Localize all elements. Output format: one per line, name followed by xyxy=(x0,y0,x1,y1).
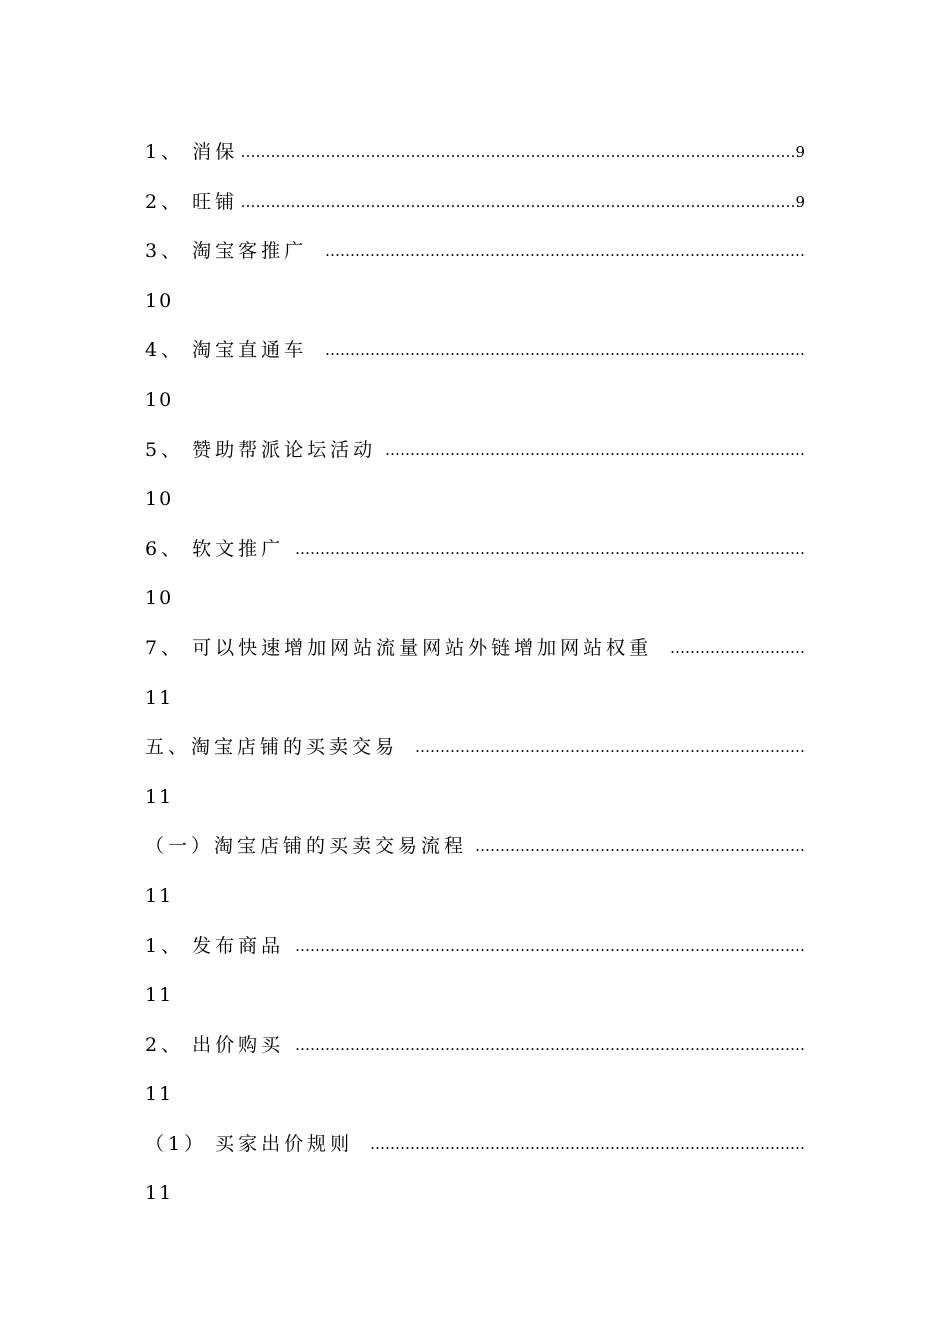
toc-leader-dots: …………………………………………………………………………………………………9 xyxy=(240,192,805,211)
toc-entry[interactable] xyxy=(145,832,805,882)
toc-leader-dots: ………………………………………………………… xyxy=(475,837,805,856)
toc-page-number-line xyxy=(145,485,805,535)
toc-entry-title: 赞助帮派论坛活动 xyxy=(192,438,377,461)
toc-page-number: 10 xyxy=(145,388,174,411)
toc-entry-title: 买家出价规则 xyxy=(215,1132,354,1155)
toc-entry-number: 7、 xyxy=(145,636,185,659)
toc-entry[interactable] xyxy=(145,733,805,783)
toc-entry[interactable] xyxy=(145,1130,805,1180)
toc-page-number-line xyxy=(145,684,805,734)
toc-page-number: 11 xyxy=(145,1182,174,1205)
toc-page-number: 11 xyxy=(145,984,174,1007)
toc-leader-dots: …………………………………………………………………………………… xyxy=(325,341,805,360)
toc-page-number: 10 xyxy=(145,587,174,610)
toc-page-number: 10 xyxy=(145,289,174,312)
toc-page-number-line xyxy=(145,981,805,1031)
toc-page-number: 11 xyxy=(145,1083,174,1106)
toc-leader-dots: ………………………………………………………………………………………… xyxy=(295,1035,805,1054)
toc-leader-dots: …………………………………………………………………………………………………9 xyxy=(240,143,805,161)
toc-entry[interactable] xyxy=(145,436,805,486)
toc-entry[interactable] xyxy=(145,336,805,386)
toc-entry-title: 发布商品 xyxy=(192,934,285,957)
toc-entry-number: 2、 xyxy=(145,1033,185,1056)
toc-entry[interactable] xyxy=(145,237,805,287)
toc-entry-number: 6、 xyxy=(145,537,185,560)
toc-leader-dots: ……………………… xyxy=(670,638,805,657)
toc-page-number: 11 xyxy=(145,785,174,808)
toc-entry-number: （1） xyxy=(145,1132,208,1155)
toc-leader-dots: …………………………………………………………………………………… xyxy=(325,242,805,261)
toc-entry[interactable] xyxy=(145,138,805,188)
toc-entry-number: 1、 xyxy=(145,141,185,163)
toc-page-number-line xyxy=(145,1080,805,1130)
toc-entry-number: 5、 xyxy=(145,438,185,461)
toc-page-number-line xyxy=(145,287,805,337)
toc-page-number-line xyxy=(145,386,805,436)
toc-page-number: 9 xyxy=(795,143,805,161)
toc-entry-number: 4、 xyxy=(145,339,185,362)
toc-entry-title: 五、淘宝店铺的买卖交易 xyxy=(145,736,399,759)
toc-page-number: 9 xyxy=(795,192,805,211)
toc-entry-title: 出价购买 xyxy=(192,1033,285,1056)
toc-entry[interactable] xyxy=(145,634,805,684)
table-of-contents xyxy=(145,138,805,1229)
toc-entry-title: 消保 xyxy=(192,141,239,163)
toc-page-number: 11 xyxy=(145,884,174,907)
toc-entry-number: 1、 xyxy=(145,934,185,957)
toc-page-number-line xyxy=(145,882,805,932)
toc-entry[interactable] xyxy=(145,188,805,238)
toc-entry-title: （一）淘宝店铺的买卖交易流程 xyxy=(145,835,468,858)
toc-page-number: 11 xyxy=(145,686,174,709)
toc-entry-title: 淘宝客推广 xyxy=(192,240,308,263)
toc-entry-title: 旺铺 xyxy=(192,190,239,213)
toc-page-number-line xyxy=(145,584,805,634)
toc-entry-title: 淘宝直通车 xyxy=(192,339,308,362)
toc-page-number-line xyxy=(145,1179,805,1229)
toc-entry-title: 可以快速增加网站流量网站外链增加网站权重 xyxy=(192,636,653,659)
toc-leader-dots: …………………………………………………………………… xyxy=(415,738,805,757)
toc-entry-number: 2、 xyxy=(145,190,185,213)
toc-entry[interactable] xyxy=(145,932,805,982)
toc-page-number: 10 xyxy=(145,488,174,511)
toc-entry[interactable] xyxy=(145,1031,805,1081)
toc-leader-dots: ………………………………………………………………………… xyxy=(385,440,805,459)
toc-entry[interactable] xyxy=(145,535,805,585)
toc-leader-dots: ………………………………………………………………………………………… xyxy=(295,936,805,955)
toc-page-number-line xyxy=(145,783,805,833)
toc-entry-number: 3、 xyxy=(145,240,185,263)
toc-entry-title: 软文推广 xyxy=(192,537,285,560)
toc-leader-dots: ………………………………………………………………………………………… xyxy=(295,539,805,558)
toc-leader-dots: …………………………………………………………………………… xyxy=(370,1134,805,1153)
